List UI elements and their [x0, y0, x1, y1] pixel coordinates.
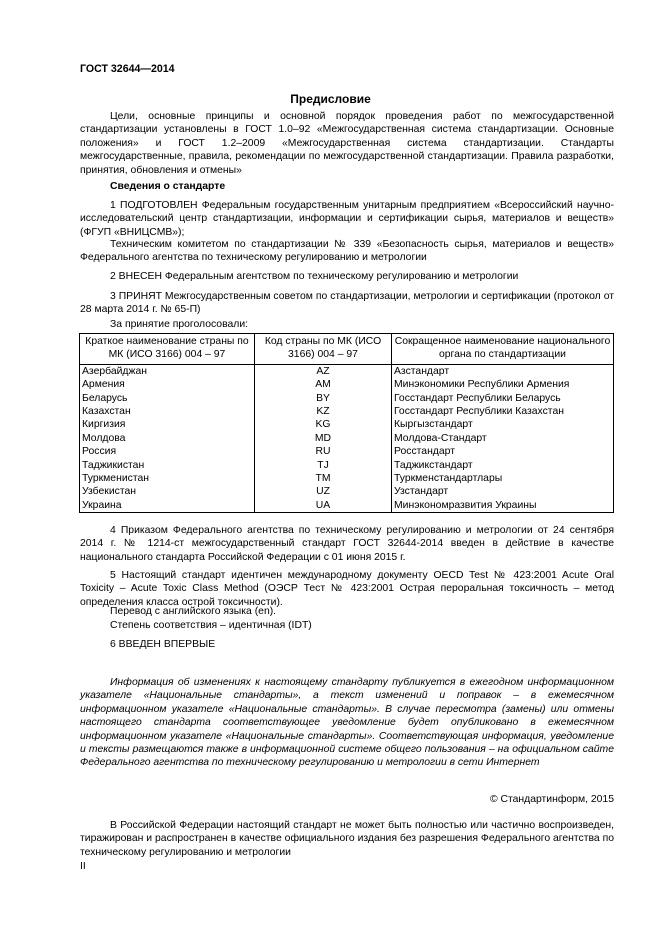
item-5: 5 Настоящий стандарт идентичен международному документу OECD Test № 423:2001 Acute Oral Toxicity – Acute Toxic Class Method (ОЭСР Тест № 423:2001 Острая пероральная токсичность – метод определения класса острой токсичности).	[80, 570, 614, 608]
country-cell: Украина	[80, 499, 255, 513]
page-number: II	[80, 861, 86, 872]
table-row	[80, 405, 614, 418]
info-heading: Сведения о стандарте	[110, 181, 226, 192]
body-cell: Росстандарт	[392, 445, 614, 458]
table-row	[80, 418, 614, 431]
item-1b: Техническим комитетом по стандартизации № 339 «Безопасность сырья, материалов и веществ» Федерального агентства по техническому регулированию и метрологии	[80, 239, 614, 264]
table-row	[80, 485, 614, 498]
code-cell: TM	[255, 472, 392, 485]
table-row	[80, 499, 614, 513]
table-row	[80, 378, 614, 391]
code-cell: KZ	[255, 405, 392, 418]
voting-table	[79, 333, 614, 513]
code-cell: BY	[255, 392, 392, 405]
country-cell: Беларусь	[80, 392, 255, 405]
body-cell: Кыргызстандарт	[392, 418, 614, 431]
item-4: 4 Приказом Федерального агентства по техническому регулированию и метрологии от 24 сентября 2014 г. № 1214-ст межгосударственный стандарт ГОСТ 32644-2014 введен в действие в качестве национального стандарта Российской Федерации с 01 июня 2015 г.	[80, 525, 614, 563]
table-header-row	[80, 334, 614, 365]
code-cell: KG	[255, 418, 392, 431]
body-cell: Госстандарт Республики Беларусь	[392, 392, 614, 405]
country-cell: Армения	[80, 378, 255, 391]
body-cell: Минэкономики Республики Армения	[392, 378, 614, 391]
code-cell: UZ	[255, 485, 392, 498]
code-cell: MD	[255, 432, 392, 445]
body-cell: Госстандарт Республики Казахстан	[392, 405, 614, 418]
country-cell: Азербайджан	[80, 364, 255, 378]
item-5-translation: Перевод с английского языка (en).	[110, 606, 277, 617]
legal-notice: В Российской Федерации настоящий стандарт не может быть полностью или частично воспроизведен, тиражирован и распространен в качестве официального издания без разрешения Федерального агентства по техническому регулированию и метрологии	[80, 820, 614, 858]
item-3: 3 ПРИНЯТ Межгосударственным советом по стандартизации, метрологии и сертификации (протокол от 28 марта 2014 г. № 65-П)	[80, 291, 614, 316]
voted-label: За принятие проголосовали:	[110, 319, 249, 330]
page-title: Предисловие	[290, 92, 371, 106]
table-row	[80, 459, 614, 472]
code-cell: UA	[255, 499, 392, 513]
code-cell: TJ	[255, 459, 392, 472]
country-cell: Киргизия	[80, 418, 255, 431]
code-cell: AM	[255, 378, 392, 391]
table-row	[80, 364, 614, 378]
intro-paragraph: Цели, основные принципы и основной порядок проведения работ по межгосударственной стандартизации установлены в ГОСТ 1.0–92 «Межгосударственная система стандартизации. Основные положения» и ГОСТ 1.2–2009 «Межгосударственная система стандартизации. Стандарты межгосударственные, правила, рекомендации по межгосударственной стандартизации. Правила разработки, принятия, обновления и отмены»	[80, 111, 614, 176]
table-row	[80, 392, 614, 405]
body-cell: Минэкономразвития Украины	[392, 499, 614, 513]
document-header: ГОСТ 32644—2014	[80, 63, 175, 75]
item-2: 2 ВНЕСЕН Федеральным агентством по техническому регулированию и метрологии	[110, 271, 519, 282]
item-6: 6 ВВЕДЕН ВПЕРВЫЕ	[110, 639, 216, 650]
item-1: 1 ПОДГОТОВЛЕН Федеральным государственным унитарным предприятием «Всероссийский научно-исследовательский центр стандартизации, информации и сертификации сырья, материалов и веществ» (ФГУП «ВНИЦСМВ»);	[80, 200, 614, 238]
table-row	[80, 445, 614, 458]
body-cell: Узстандарт	[392, 485, 614, 498]
code-cell: AZ	[255, 364, 392, 378]
country-cell: Россия	[80, 445, 255, 458]
body-cell: Туркменстандартлары	[392, 472, 614, 485]
table-row	[80, 432, 614, 445]
country-cell: Таджикистан	[80, 459, 255, 472]
country-cell: Казахстан	[80, 405, 255, 418]
country-cell: Узбекистан	[80, 485, 255, 498]
code-cell: RU	[255, 445, 392, 458]
country-cell: Туркменистан	[80, 472, 255, 485]
body-cell: Азстандарт	[392, 364, 614, 378]
item-5-degree: Степень соответствия – идентичная (IDT)	[110, 620, 312, 631]
column-header-body: Сокращенное наименование национального органа по стандартизации	[392, 334, 614, 365]
body-cell: Таджикстандарт	[392, 459, 614, 472]
column-header-country: Краткое наименование страны по МК (ИСО 3166) 004 – 97	[80, 334, 255, 365]
changes-notice: Информация об изменениях к настоящему стандарту публикуется в ежегодном информационном указателе «Национальные стандарты», а текст изменений и поправок – в ежемесячном информационном указателе «Национальные стандарты». В случае пересмотра (замены) или отмены настоящего стандарта соответствующее уведомление будет опубликовано в ежемесячном информационном указателе «Национальные стандарты». Соответствующая информация, уведомление и тексты размещаются также в информационной системе общего пользования – на официальном сайте Федерального агентства по техническому регулированию и метрологии в сети Интернет	[80, 677, 614, 769]
table-row	[80, 472, 614, 485]
body-cell: Молдова-Стандарт	[392, 432, 614, 445]
country-cell: Молдова	[80, 432, 255, 445]
column-header-code: Код страны по МК (ИСО 3166) 004 – 97	[255, 334, 392, 365]
copyright: © Стандартинформ, 2015	[489, 794, 614, 805]
